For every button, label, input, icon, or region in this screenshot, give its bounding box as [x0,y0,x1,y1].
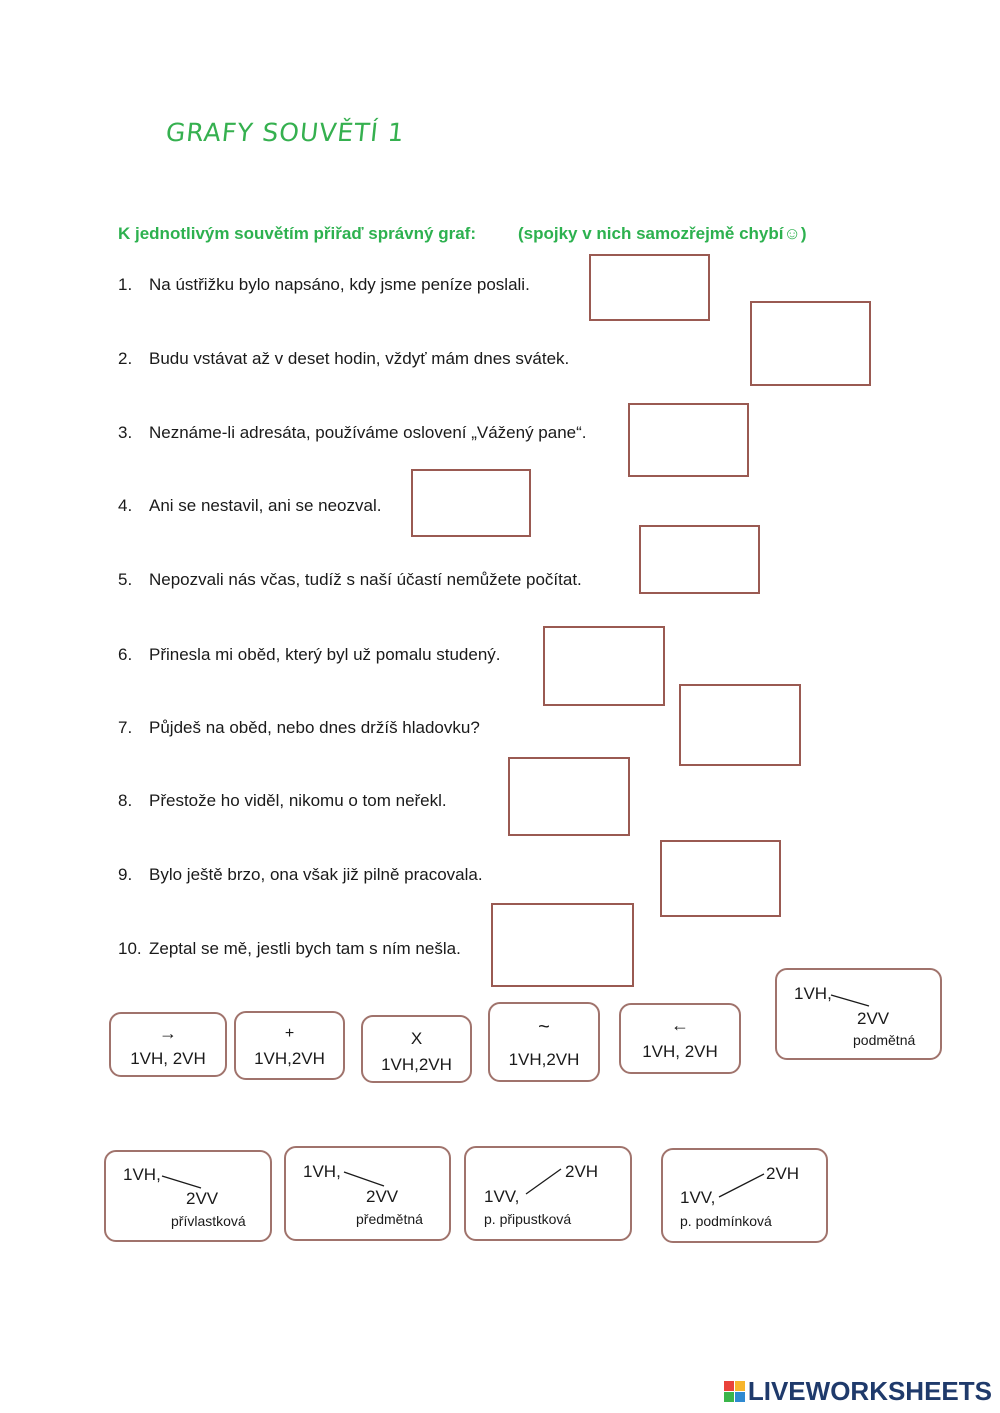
clause-1: 1VH, [303,1162,341,1181]
graph-card-pripustkova[interactable] [464,1146,632,1241]
sentence-4: 4. Ani se nestavil, ani se neozval. [118,496,382,515]
instruction-text: K jednotlivým souvětím přiřaď správný graf: [118,224,476,243]
tilde-icon: ~ [538,1016,550,1038]
graph-card-label: 1VH,2VH [381,1055,452,1074]
graph-card-tilde[interactable] [488,1002,600,1082]
clause-type: p. připustková [484,1211,572,1227]
clause-2: 2VH [565,1162,599,1181]
clause-type: přívlastková [171,1213,246,1229]
clause-1: 1VH, [123,1165,161,1184]
graph-card-label: 1VH, 2VH [130,1049,206,1068]
logo-mark-icon [724,1381,745,1402]
clause-2: 2VV [186,1189,219,1208]
instruction-note: (spojky v nich samozřejmě chybí☺) [518,224,807,243]
graph-card-privlastkova[interactable] [104,1150,272,1242]
graph-card-plus[interactable] [234,1011,345,1080]
x-icon: X [410,1029,423,1048]
sentence-10: 10. Zeptal se mě, jestli bych tam s ním nešla. [118,939,461,958]
answer-box-7[interactable] [679,684,801,766]
answer-box-9[interactable] [660,840,781,917]
plus-icon: + [284,1025,295,1042]
clause-2: 2VV [366,1187,399,1206]
answer-box-5[interactable] [639,525,760,594]
sentence-8: 8. Přestože ho viděl, nikomu o tom neřekl. [118,791,447,810]
sentence-5: 5. Nepozvali nás včas, tudíž s naší účastí nemůžete počítat. [118,570,582,589]
graph-card-arrow-left[interactable] [619,1003,741,1074]
answer-box-6[interactable] [543,626,665,706]
answer-box-2[interactable] [750,301,871,386]
clause-1: 1VV, [680,1188,716,1207]
arrow-right-icon: → [159,1023,177,1043]
sentence-3: 3. Neznáme-li adresáta, používáme oslovení „Vážený pane“. [118,423,587,442]
graph-card-podminkova[interactable] [661,1148,828,1243]
liveworksheets-logo [724,1376,992,1407]
sentence-1: 1. Na ústřižku bylo napsáno, kdy jsme peníze poslali. [118,275,530,294]
answer-box-10[interactable] [491,903,634,987]
graph-card-x[interactable] [361,1015,472,1083]
answer-box-8[interactable] [508,757,630,836]
sentence-6: 6. Přinesla mi oběd, který byl už pomalu studený. [118,645,501,664]
answer-box-1[interactable] [589,254,710,321]
clause-1: 1VV, [484,1187,520,1206]
sentence-9: 9. Bylo ještě brzo, ona však již pilně pracovala. [118,865,483,884]
clause-type: p. podmínková [680,1213,772,1229]
answer-box-4[interactable] [411,469,531,537]
clause-type: podmětná [853,1032,916,1048]
answer-box-3[interactable] [628,403,749,477]
clause-type: předmětná [356,1211,423,1227]
graph-card-label: 1VH, 2VH [642,1042,718,1061]
clause-1: 1VH, [794,984,832,1003]
graph-card-label: 1VH,2VH [508,1050,580,1069]
sentence-7: 7. Půjdeš na oběd, nebo dnes držíš hladovku? [118,718,480,737]
graph-card-predmetna[interactable] [284,1146,451,1241]
clause-2: 2VV [857,1009,890,1028]
sentence-2: 2. Budu vstávat až v deset hodin, vždyť mám dnes svátek. [118,349,570,368]
clause-2: 2VH [766,1164,800,1183]
graph-card-label: 1VH,2VH [254,1049,325,1068]
arrow-left-icon: ← [671,1015,689,1035]
page-title: GRAFY SOUVĚTÍ 1 [164,118,407,147]
graph-card-podmetna[interactable] [775,968,942,1060]
logo-text: LIVEWORKSHEETS [747,1376,992,1406]
graph-card-arrow-right[interactable] [109,1012,227,1077]
